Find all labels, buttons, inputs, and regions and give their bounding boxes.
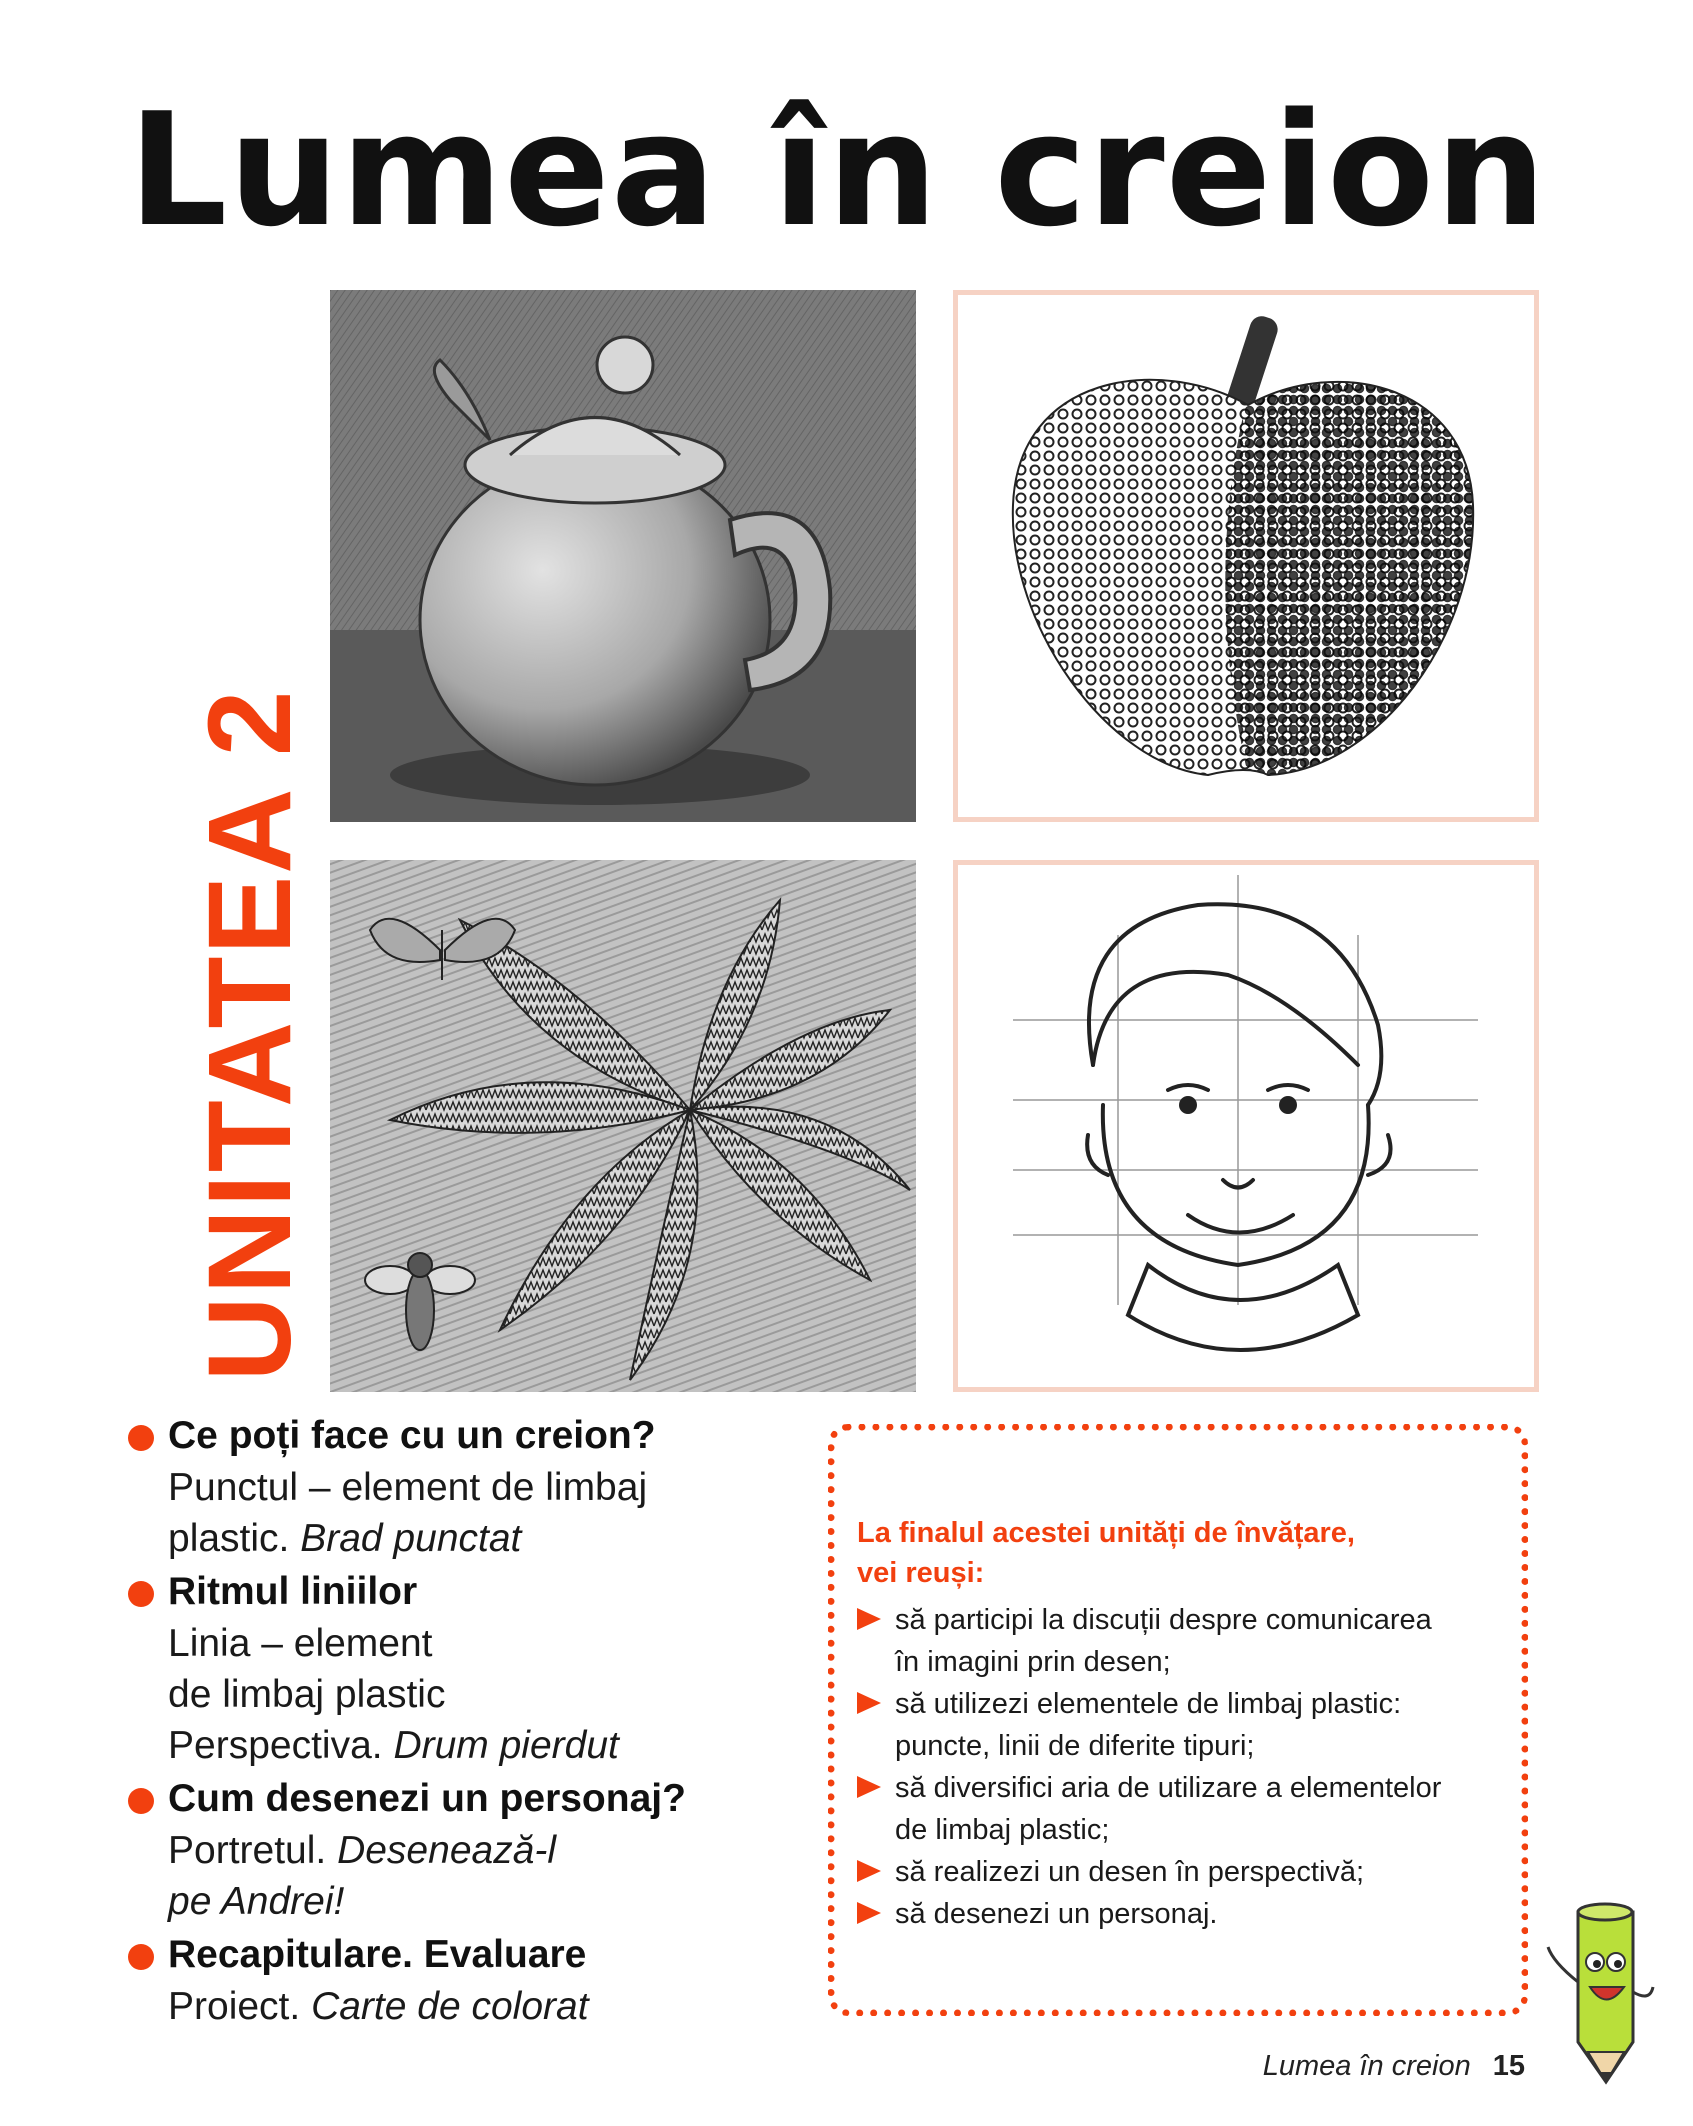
objective-item: să utilizezi elementele de limbaj plastic: puncte, linii de diferite tipuri; (857, 1683, 1491, 1767)
arrow-icon (857, 1608, 881, 1630)
apple-illustration (958, 295, 1534, 817)
portrait-drawing (953, 860, 1539, 1392)
topic-title: Ritmul liniilor (168, 1570, 418, 1613)
arrow-icon (857, 1776, 881, 1798)
objective-item: să realizezi un desen în perspectivă; (857, 1851, 1491, 1893)
bullet-dot (128, 1788, 154, 1814)
page-footer (1263, 2050, 1525, 2083)
topic-line: Portretul. Desenează-l (168, 1829, 557, 1872)
teapot-illustration (330, 290, 916, 822)
bullet-dot (128, 1944, 154, 1970)
bullet-dot (128, 1581, 154, 1607)
topic-title: Recapitulare. Evaluare (168, 1933, 587, 1976)
topic-item (128, 1929, 748, 2032)
topic-item (128, 1566, 748, 1771)
topic-item (128, 1773, 748, 1927)
teapot-drawing (330, 290, 916, 822)
portrait-illustration (958, 865, 1534, 1387)
unit-topics-list (128, 1410, 748, 2034)
page-title: Lumea în creion (128, 79, 1548, 261)
apple-drawing (953, 290, 1539, 822)
topic-line: plastic. Brad punctat (168, 1517, 522, 1560)
topic-line: Punctul – element de limbaj (168, 1466, 648, 1509)
topic-title: Cum desenezi un personaj? (168, 1777, 686, 1820)
topic-line: Perspectiva. Drum pierdut (168, 1724, 619, 1767)
topic-line: Linia – element (168, 1622, 433, 1665)
topic-line: de limbaj plastic (168, 1673, 446, 1716)
topic-item (128, 1410, 748, 1564)
objective-item: să desenezi un personaj. (857, 1893, 1491, 1935)
topic-line: Proiect. Carte de colorat (168, 1985, 589, 2028)
topic-line: pe Andrei! (168, 1880, 345, 1923)
arrow-icon (857, 1902, 881, 1924)
page-number: 15 (1492, 2050, 1525, 2082)
leaves-pattern-drawing (330, 860, 916, 1392)
objective-item: să diversifici aria de utilizare a elementelor de limbaj plastic; (857, 1767, 1491, 1851)
objectives-heading: La finalul acestei unități de învățare, vei reuși: (857, 1517, 1355, 1589)
running-title: Lumea în creion (1262, 2050, 1471, 2082)
arrow-icon (857, 1692, 881, 1714)
leaves-illustration (330, 860, 916, 1392)
arrow-icon (857, 1860, 881, 1882)
pencil-mascot-icon (1538, 1892, 1658, 2092)
unit-label: UNITATEA 2 (184, 688, 316, 1382)
topic-title: Ce poți face cu un creion? (168, 1414, 656, 1457)
learning-objectives-box (828, 1424, 1528, 2016)
bullet-dot (128, 1425, 154, 1451)
objective-item: să participi la discuții despre comunicarea în imagini prin desen; (857, 1599, 1491, 1683)
